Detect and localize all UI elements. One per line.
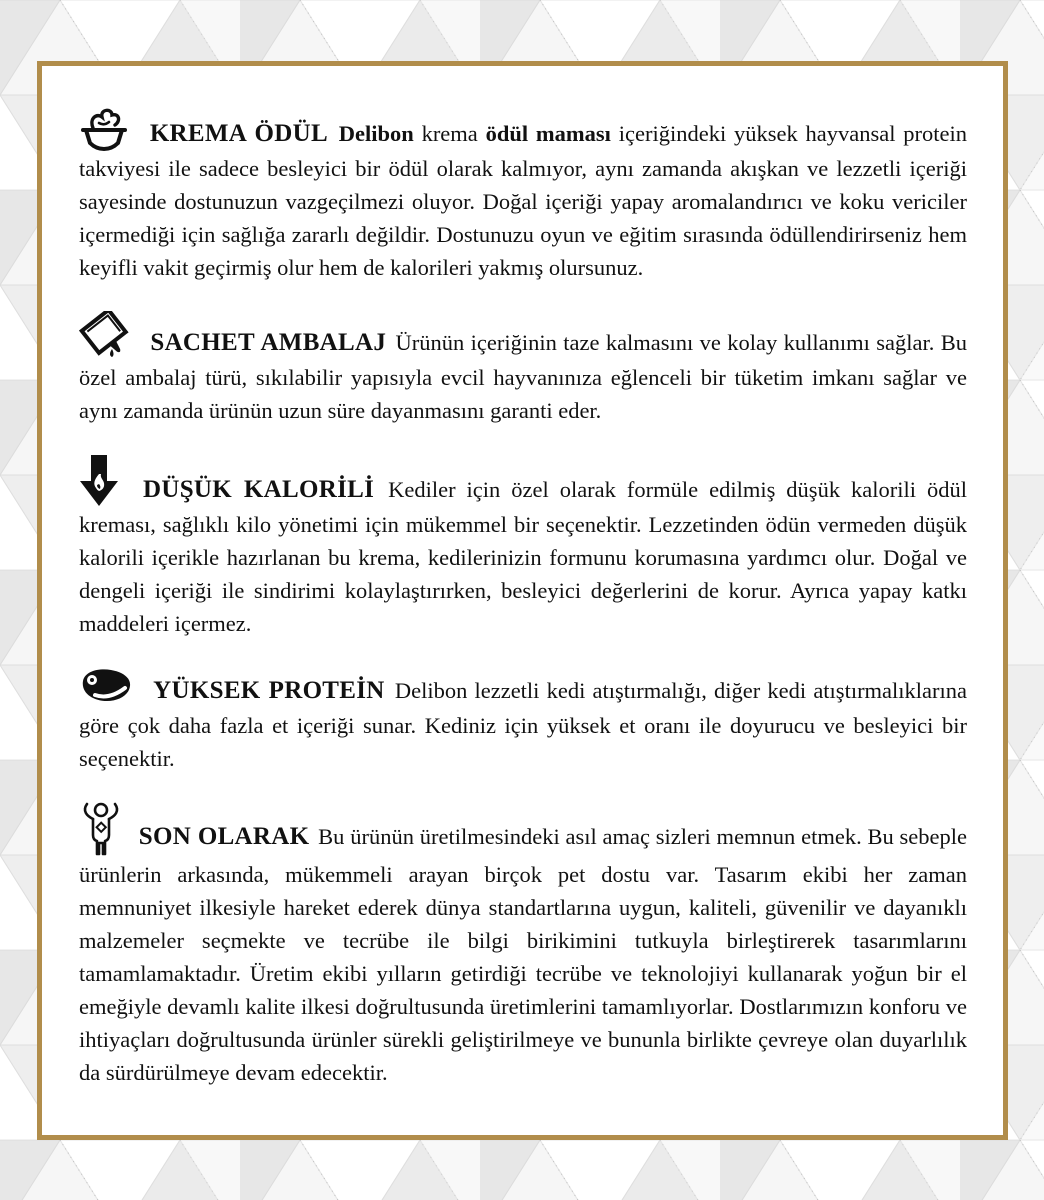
- section-heading: DÜŞÜK KALORİLİ: [142, 476, 375, 503]
- body-text: Kediler için özel olarak formüle edilmiş düşük kalorili ödül kreması, sağlıklı kilo yönetimi için mükemmel bir seçenektir. Lezzetinden ödün vermeden düşük kalorili içerikle hazırlanan bu krema, kedilerinizin formunu korumasına yardımcı olur. Doğal ve dengeli içeriği ile sindirimi kolaylaştırırken, besleyici değerlerini de korur. Ayrıca yapay katkı maddeleri içermez.: [79, 477, 968, 636]
- section-sachet-ambalaj: [79, 311, 967, 427]
- low-calorie-arrow-icon: [79, 454, 119, 508]
- brand-name: Delibon: [338, 121, 414, 146]
- section-krema-odul: [79, 106, 967, 284]
- meat-icon: [79, 667, 133, 709]
- body-text: içeriğindeki yüksek hayvansal protein takviyesi ile sadece besleyici bir ödül olarak kalmıyor, aynı zamanda akışkan ve lezzetli içeriği sayesinde dostunuzun vazgeçilmezi oluyor. Doğal içeriği yapay aromalandırıcı ve koku vericiler içermediği için sağlığa zararlı değildir. Dostunuzu oyun ve eğitim sırasında ödüllendirirseniz hem keyifli vakit geçirmiş olur hem de kalorileri yakmış olursunuz.: [79, 121, 968, 280]
- sachet-icon: [79, 311, 131, 361]
- section-heading: SON OLARAK: [138, 823, 310, 850]
- body-text: Delibon lezzetli kedi atıştırmalığı, diğer kedi atıştırmalıklarına göre çok daha fazla et içeriği sunar. Kediniz için yüksek et oranı ile doyurucu ve besleyici bir seçenektir.: [79, 678, 968, 771]
- cream-bowl-icon: [79, 106, 129, 152]
- content-panel: [37, 61, 1008, 1140]
- cheering-person-icon: [79, 802, 123, 858]
- section-heading: YÜKSEK PROTEİN: [153, 677, 385, 704]
- body-text: Bu ürünün üretilmesindeki asıl amaç sizleri memnun etmek. Bu sebeple ürünlerin arkasında, mükemmeli arayan birçok pet dostu var. Tasarım ekibi her zaman memnuniyet ilkesiyle hareket ederek dünya standartlarına uygun, kaliteli, güvenilir ve dayanıklı malzemeler seçmekte ve tecrübe ile bilgi birikimini tutkuyla birleştirerek tasarımlarını tamamlamaktadır. Üretim ekibi yılların getirdiği tecrübe ve teknolojiyi kullanarak yoğun bir el emeğiyle devamlı kalite ilkesi doğrultusunda üretimlerini tamamlıyorlar. Dostlarımızın konforu ve ihtiyaçları doğrultusunda ürünler sürekli geliştirilmeye ve bununla birlikte çevreye olan duyarlılık da sürdürülmeye devam edecektir.: [79, 824, 968, 1085]
- section-heading: SACHET AMBALAJ: [150, 329, 387, 356]
- body-text: krema: [421, 121, 486, 146]
- bold-phrase: ödül maması: [485, 121, 611, 146]
- body-text: Ürünün içeriğinin taze kalmasını ve kolay kullanımı sağlar. Bu özel ambalaj türü, sıkılabilir yapısıyla evcil hayvanınıza eğlenceli bir tüketim imkanı sağlar ve aynı zamanda ürünün uzun süre dayanmasını garanti eder.: [79, 330, 967, 423]
- section-heading: KREMA ÖDÜL: [149, 120, 328, 147]
- section-dusuk-kalorili: [79, 454, 967, 640]
- section-son-olarak: [79, 802, 967, 1089]
- section-yuksek-protein: [79, 667, 967, 775]
